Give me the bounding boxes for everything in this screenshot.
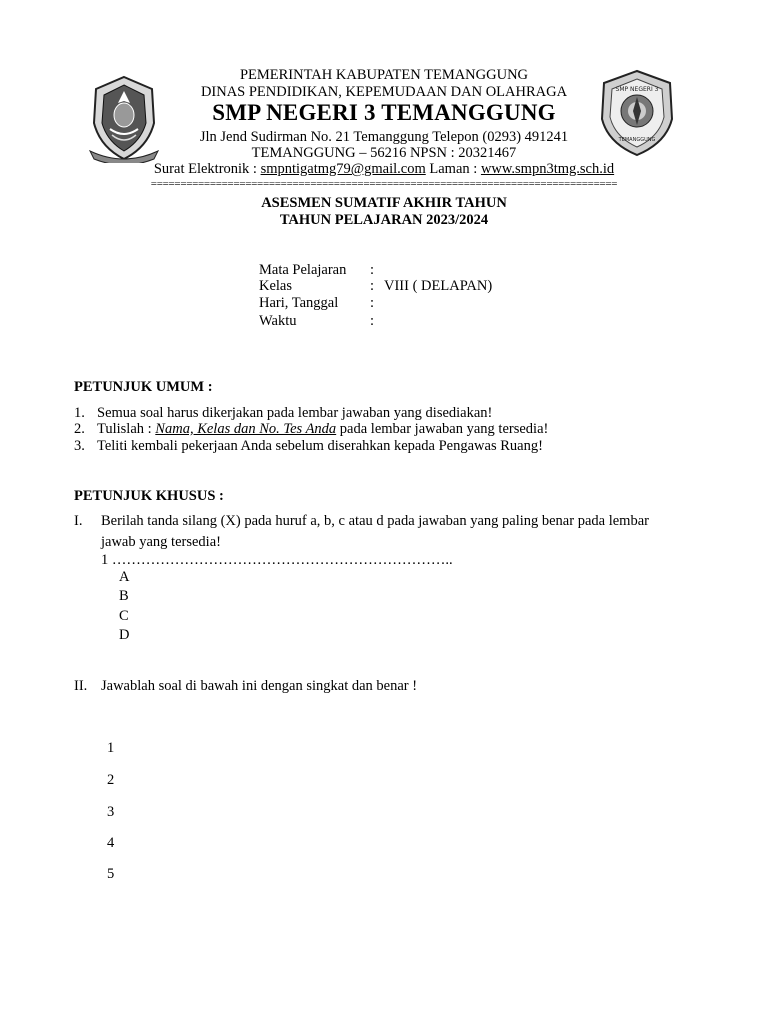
list-item-number: 3.: [74, 438, 85, 454]
instruction-prefix: Tulislah :: [97, 421, 156, 437]
svg-text:TEMANGGUNG: TEMANGGUNG: [618, 137, 656, 143]
info-value: VIII ( DELAPAN): [384, 278, 493, 294]
web-label: Laman :: [425, 161, 481, 177]
essay-number: 3: [107, 804, 115, 820]
list-item-number: 2.: [74, 421, 85, 437]
question-line: 1 ……………………………………………………………..: [101, 552, 453, 568]
option-label: B: [119, 588, 129, 604]
header-separator: ===============================================================================: [150, 178, 618, 190]
section-number: I.: [74, 513, 83, 529]
info-colon: :: [370, 295, 375, 311]
essay-number: 4: [107, 835, 115, 851]
essay-number: 2: [107, 772, 115, 788]
exam-title: ASESMEN SUMATIF AKHIR TAHUN: [261, 195, 507, 211]
option-label: C: [119, 608, 129, 624]
email-link[interactable]: smpntigatmg79@gmail.com: [260, 161, 426, 177]
academic-year: TAHUN PELAJARAN 2023/2024: [279, 212, 489, 228]
instruction-emphasis: Nama, Kelas dan No. Tes Anda: [155, 421, 337, 437]
instruction-suffix: pada lembar jawaban yang tersedia!: [336, 421, 549, 437]
list-item-number: 1.: [74, 405, 85, 421]
header-government: PEMERINTAH KABUPATEN TEMANGGUNG: [239, 67, 529, 83]
list-item-text: [97, 421, 548, 438]
section-instruction: Berilah tanda silang (X) pada huruf a, b, c atau d pada jawaban yang paling benar pada lembar: [101, 513, 649, 529]
info-colon: :: [370, 262, 375, 278]
option-label: D: [119, 627, 130, 643]
header-city: TEMANGGUNG – 56216 NPSN : 20321467: [251, 145, 517, 161]
header-contact: [0, 161, 768, 178]
info-label: Waktu: [259, 313, 297, 329]
info-label: Kelas: [259, 278, 293, 294]
general-instructions-heading: PETUNJUK UMUM :: [74, 379, 213, 395]
section-instruction: Jawablah soal di bawah ini dengan singkat dan benar !: [101, 678, 418, 694]
special-instructions-heading: PETUNJUK KHUSUS :: [74, 488, 224, 504]
svg-text:SMP NEGERI 3: SMP NEGERI 3: [615, 86, 659, 93]
info-label: Mata Pelajaran: [259, 262, 347, 278]
list-item-text: Teliti kembali pekerjaan Anda sebelum diserahkan kepada Pengawas Ruang!: [97, 438, 543, 454]
website-link[interactable]: www.smpn3tmg.sch.id: [480, 161, 615, 177]
list-item-text: Semua soal harus dikerjakan pada lembar jawaban yang disediakan!: [97, 405, 493, 421]
header-department: DINAS PENDIDIKAN, KEPEMUDAAN DAN OLAHRAGA: [200, 84, 568, 100]
section-number: II.: [74, 678, 88, 694]
section-instruction-cont: jawab yang tersedia!: [101, 534, 221, 550]
header-address: Jln Jend Sudirman No. 21 Temanggung Telepon (0293) 491241: [199, 129, 569, 145]
essay-number: 5: [107, 866, 115, 882]
essay-number: 1: [107, 740, 115, 756]
info-colon: :: [370, 313, 375, 329]
info-label: Hari, Tanggal: [259, 295, 339, 311]
option-label: A: [119, 569, 130, 585]
info-colon: :: [370, 278, 375, 294]
email-label: Surat Elektronik :: [153, 161, 261, 177]
school-name: SMP NEGERI 3 TEMANGGUNG: [212, 100, 556, 125]
